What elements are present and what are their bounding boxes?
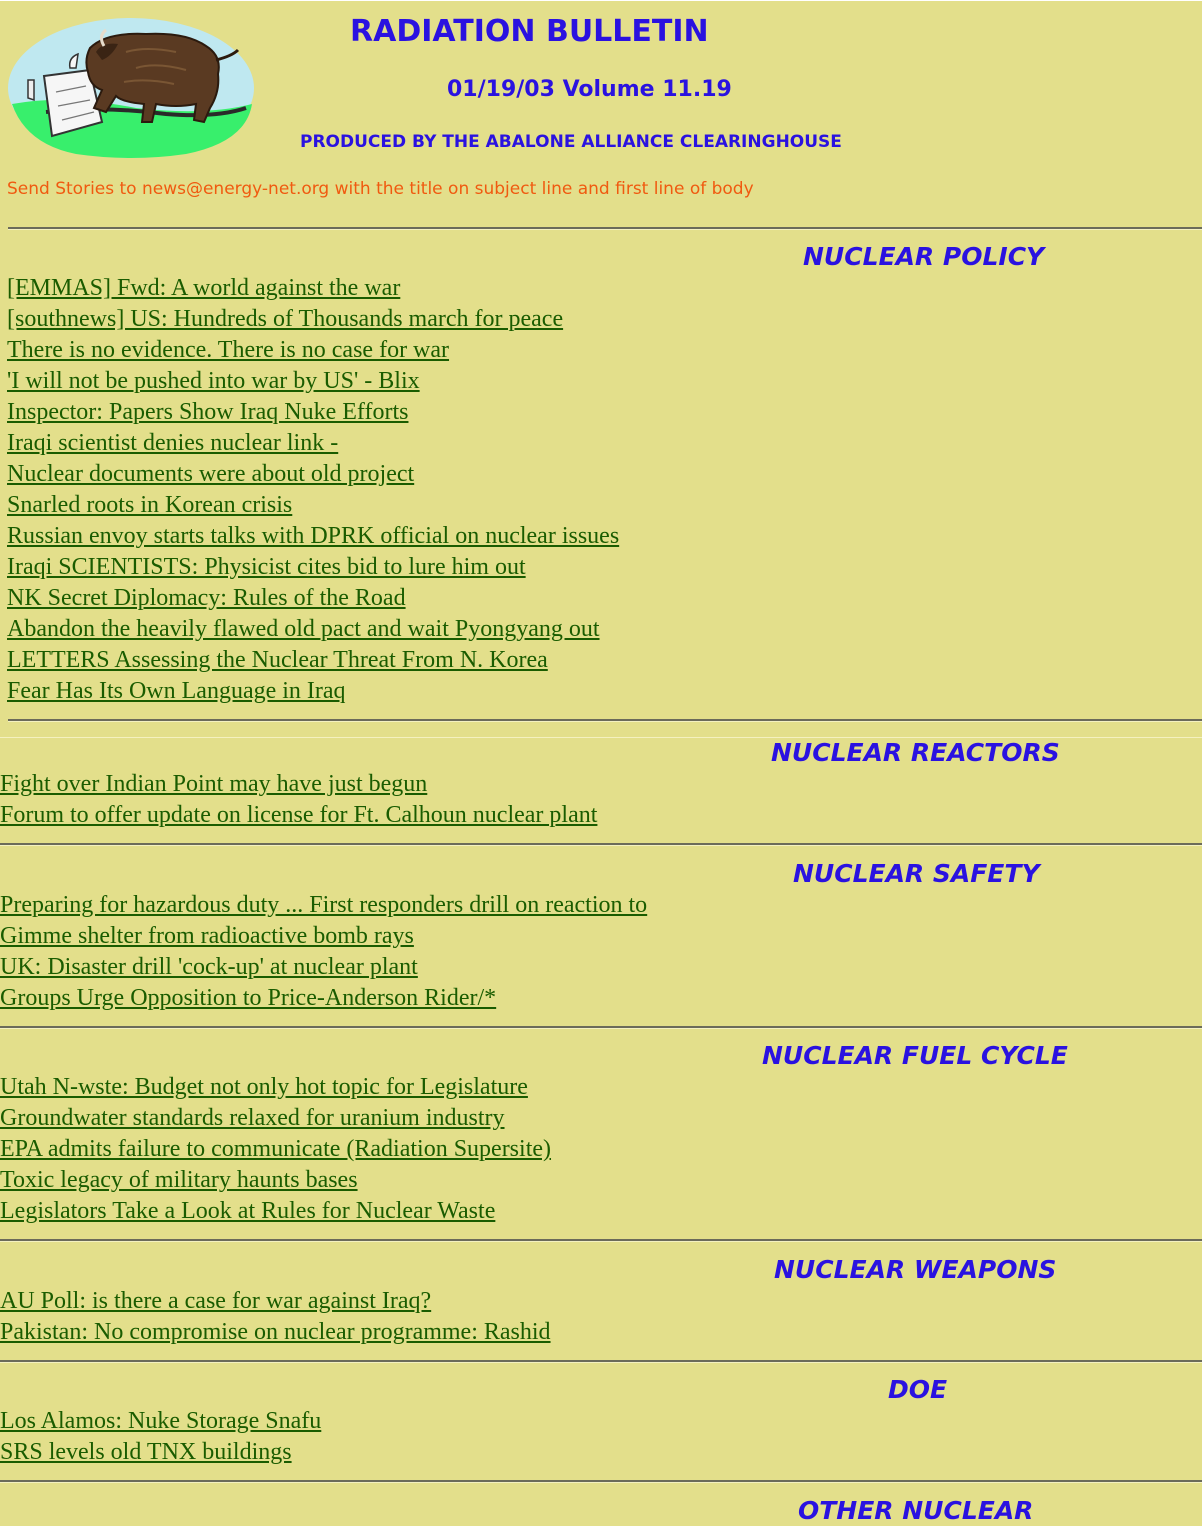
- list-item: [7, 676, 619, 707]
- story-link[interactable]: [southnews] US: Hundreds of Thousands march for peace: [7, 306, 564, 332]
- list-item: [7, 459, 619, 490]
- list-item: [7, 583, 619, 614]
- story-link[interactable]: Russian envoy starts talks with DPRK official on nuclear issues: [7, 523, 620, 549]
- story-link[interactable]: There is no evidence. There is no case for war: [7, 337, 450, 363]
- list-item: [0, 1406, 321, 1437]
- story-link[interactable]: Snarled roots in Korean crisis: [7, 492, 293, 518]
- bison-pushing-reactor-icon: [6, 12, 256, 160]
- list-item: [0, 1437, 321, 1468]
- top-border: [0, 0, 1202, 1]
- list-item: [7, 490, 619, 521]
- send-stories-note: Send Stories to news@energy-net.org with the title on subject line and first line of body: [7, 179, 754, 199]
- section-divider: [0, 1480, 1202, 1482]
- list-item: [0, 1165, 551, 1196]
- story-link[interactable]: Gimme shelter from radioactive bomb rays: [0, 923, 414, 949]
- story-list-nuclear-weapons: [0, 1286, 551, 1348]
- list-item: [7, 335, 619, 366]
- story-list-nuclear-fuel-cycle: [0, 1072, 551, 1227]
- list-item: [0, 1072, 551, 1103]
- list-item: [7, 366, 619, 397]
- section-divider: [8, 719, 1202, 721]
- list-item: [7, 552, 619, 583]
- list-item: [7, 273, 619, 304]
- story-link[interactable]: EPA admits failure to communicate (Radiation Supersite): [0, 1136, 552, 1162]
- story-link[interactable]: LETTERS Assessing the Nuclear Threat From N. Korea: [7, 647, 548, 673]
- list-item: [0, 1134, 551, 1165]
- list-item: [0, 769, 597, 800]
- story-link[interactable]: 'I will not be pushed into war by US' - Blix: [7, 368, 420, 394]
- story-link[interactable]: Los Alamos: Nuke Storage Snafu: [0, 1408, 322, 1434]
- list-item: [7, 304, 619, 335]
- story-link[interactable]: Legislators Take a Look at Rules for Nuclear Waste: [0, 1198, 496, 1224]
- list-item: [7, 614, 619, 645]
- section-heading-nuclear-weapons: NUCLEAR WEAPONS: [774, 1255, 1057, 1284]
- story-list-nuclear-reactors: [0, 769, 597, 831]
- section-divider: [0, 1239, 1202, 1241]
- story-link[interactable]: Fear Has Its Own Language in Iraq: [7, 678, 346, 704]
- list-item: [7, 428, 619, 459]
- story-link[interactable]: UK: Disaster drill 'cock-up' at nuclear plant: [0, 954, 418, 980]
- story-link[interactable]: Toxic legacy of military haunts bases: [0, 1167, 358, 1193]
- list-item: [7, 645, 619, 676]
- section-divider: [0, 843, 1202, 845]
- section-heading-nuclear-fuel-cycle: NUCLEAR FUEL CYCLE: [762, 1041, 1068, 1070]
- story-list-nuclear-safety: [0, 890, 647, 1014]
- list-item: [0, 1286, 551, 1317]
- story-link[interactable]: Fight over Indian Point may have just begun: [0, 771, 428, 797]
- list-item: [0, 921, 647, 952]
- section-heading-nuclear-policy: NUCLEAR POLICY: [803, 242, 1045, 271]
- bulletin-date-volume: 01/19/03 Volume 11.19: [447, 77, 732, 102]
- story-link[interactable]: Nuclear documents were about old project: [7, 461, 415, 487]
- story-link[interactable]: SRS levels old TNX buildings: [0, 1439, 292, 1465]
- story-link[interactable]: Abandon the heavily flawed old pact and wait Pyongyang out: [7, 616, 600, 642]
- list-item: [0, 952, 647, 983]
- story-link[interactable]: Inspector: Papers Show Iraq Nuke Efforts: [7, 399, 409, 425]
- story-link[interactable]: Groundwater standards relaxed for uranium industry: [0, 1105, 505, 1131]
- list-item: [0, 983, 647, 1014]
- story-link[interactable]: Iraqi scientist denies nuclear link -: [7, 430, 339, 456]
- story-link[interactable]: AU Poll: is there a case for war against Iraq?: [0, 1288, 432, 1314]
- section-heading-nuclear-safety: NUCLEAR SAFETY: [793, 859, 1040, 888]
- list-item: [0, 1103, 551, 1134]
- list-item: [0, 1317, 551, 1348]
- section-heading-doe: DOE: [888, 1375, 948, 1404]
- section-heading-nuclear-reactors: NUCLEAR REACTORS: [771, 738, 1060, 767]
- section-heading-other-nuclear: OTHER NUCLEAR: [798, 1496, 1034, 1525]
- list-item: [0, 800, 597, 831]
- producer-line: PRODUCED BY THE ABALONE ALLIANCE CLEARINGHOUSE: [300, 132, 842, 152]
- bulletin-title: RADIATION BULLETIN: [350, 14, 709, 49]
- story-link[interactable]: Utah N-wste: Budget not only hot topic for Legislature: [0, 1074, 528, 1100]
- story-link[interactable]: [EMMAS] Fwd: A world against the war: [7, 275, 401, 301]
- story-link[interactable]: Groups Urge Opposition to Price-Anderson Rider/*: [0, 985, 497, 1011]
- story-link[interactable]: Forum to offer update on license for Ft. Calhoun nuclear plant: [0, 802, 598, 828]
- list-item: [0, 1196, 551, 1227]
- story-link[interactable]: Iraqi SCIENTISTS: Physicist cites bid to lure him out: [7, 554, 526, 580]
- list-item: [7, 397, 619, 428]
- story-list-doe: [0, 1406, 321, 1468]
- list-item: [7, 521, 619, 552]
- section-divider: [8, 227, 1202, 229]
- section-divider: [0, 1360, 1202, 1362]
- section-divider: [0, 1026, 1202, 1028]
- list-item: [0, 890, 647, 921]
- story-link[interactable]: Preparing for hazardous duty ... First responders drill on reaction to: [0, 892, 648, 918]
- story-link[interactable]: Pakistan: No compromise on nuclear programme: Rashid: [0, 1319, 551, 1345]
- story-link[interactable]: NK Secret Diplomacy: Rules of the Road: [7, 585, 406, 611]
- story-list-nuclear-policy: [7, 273, 619, 707]
